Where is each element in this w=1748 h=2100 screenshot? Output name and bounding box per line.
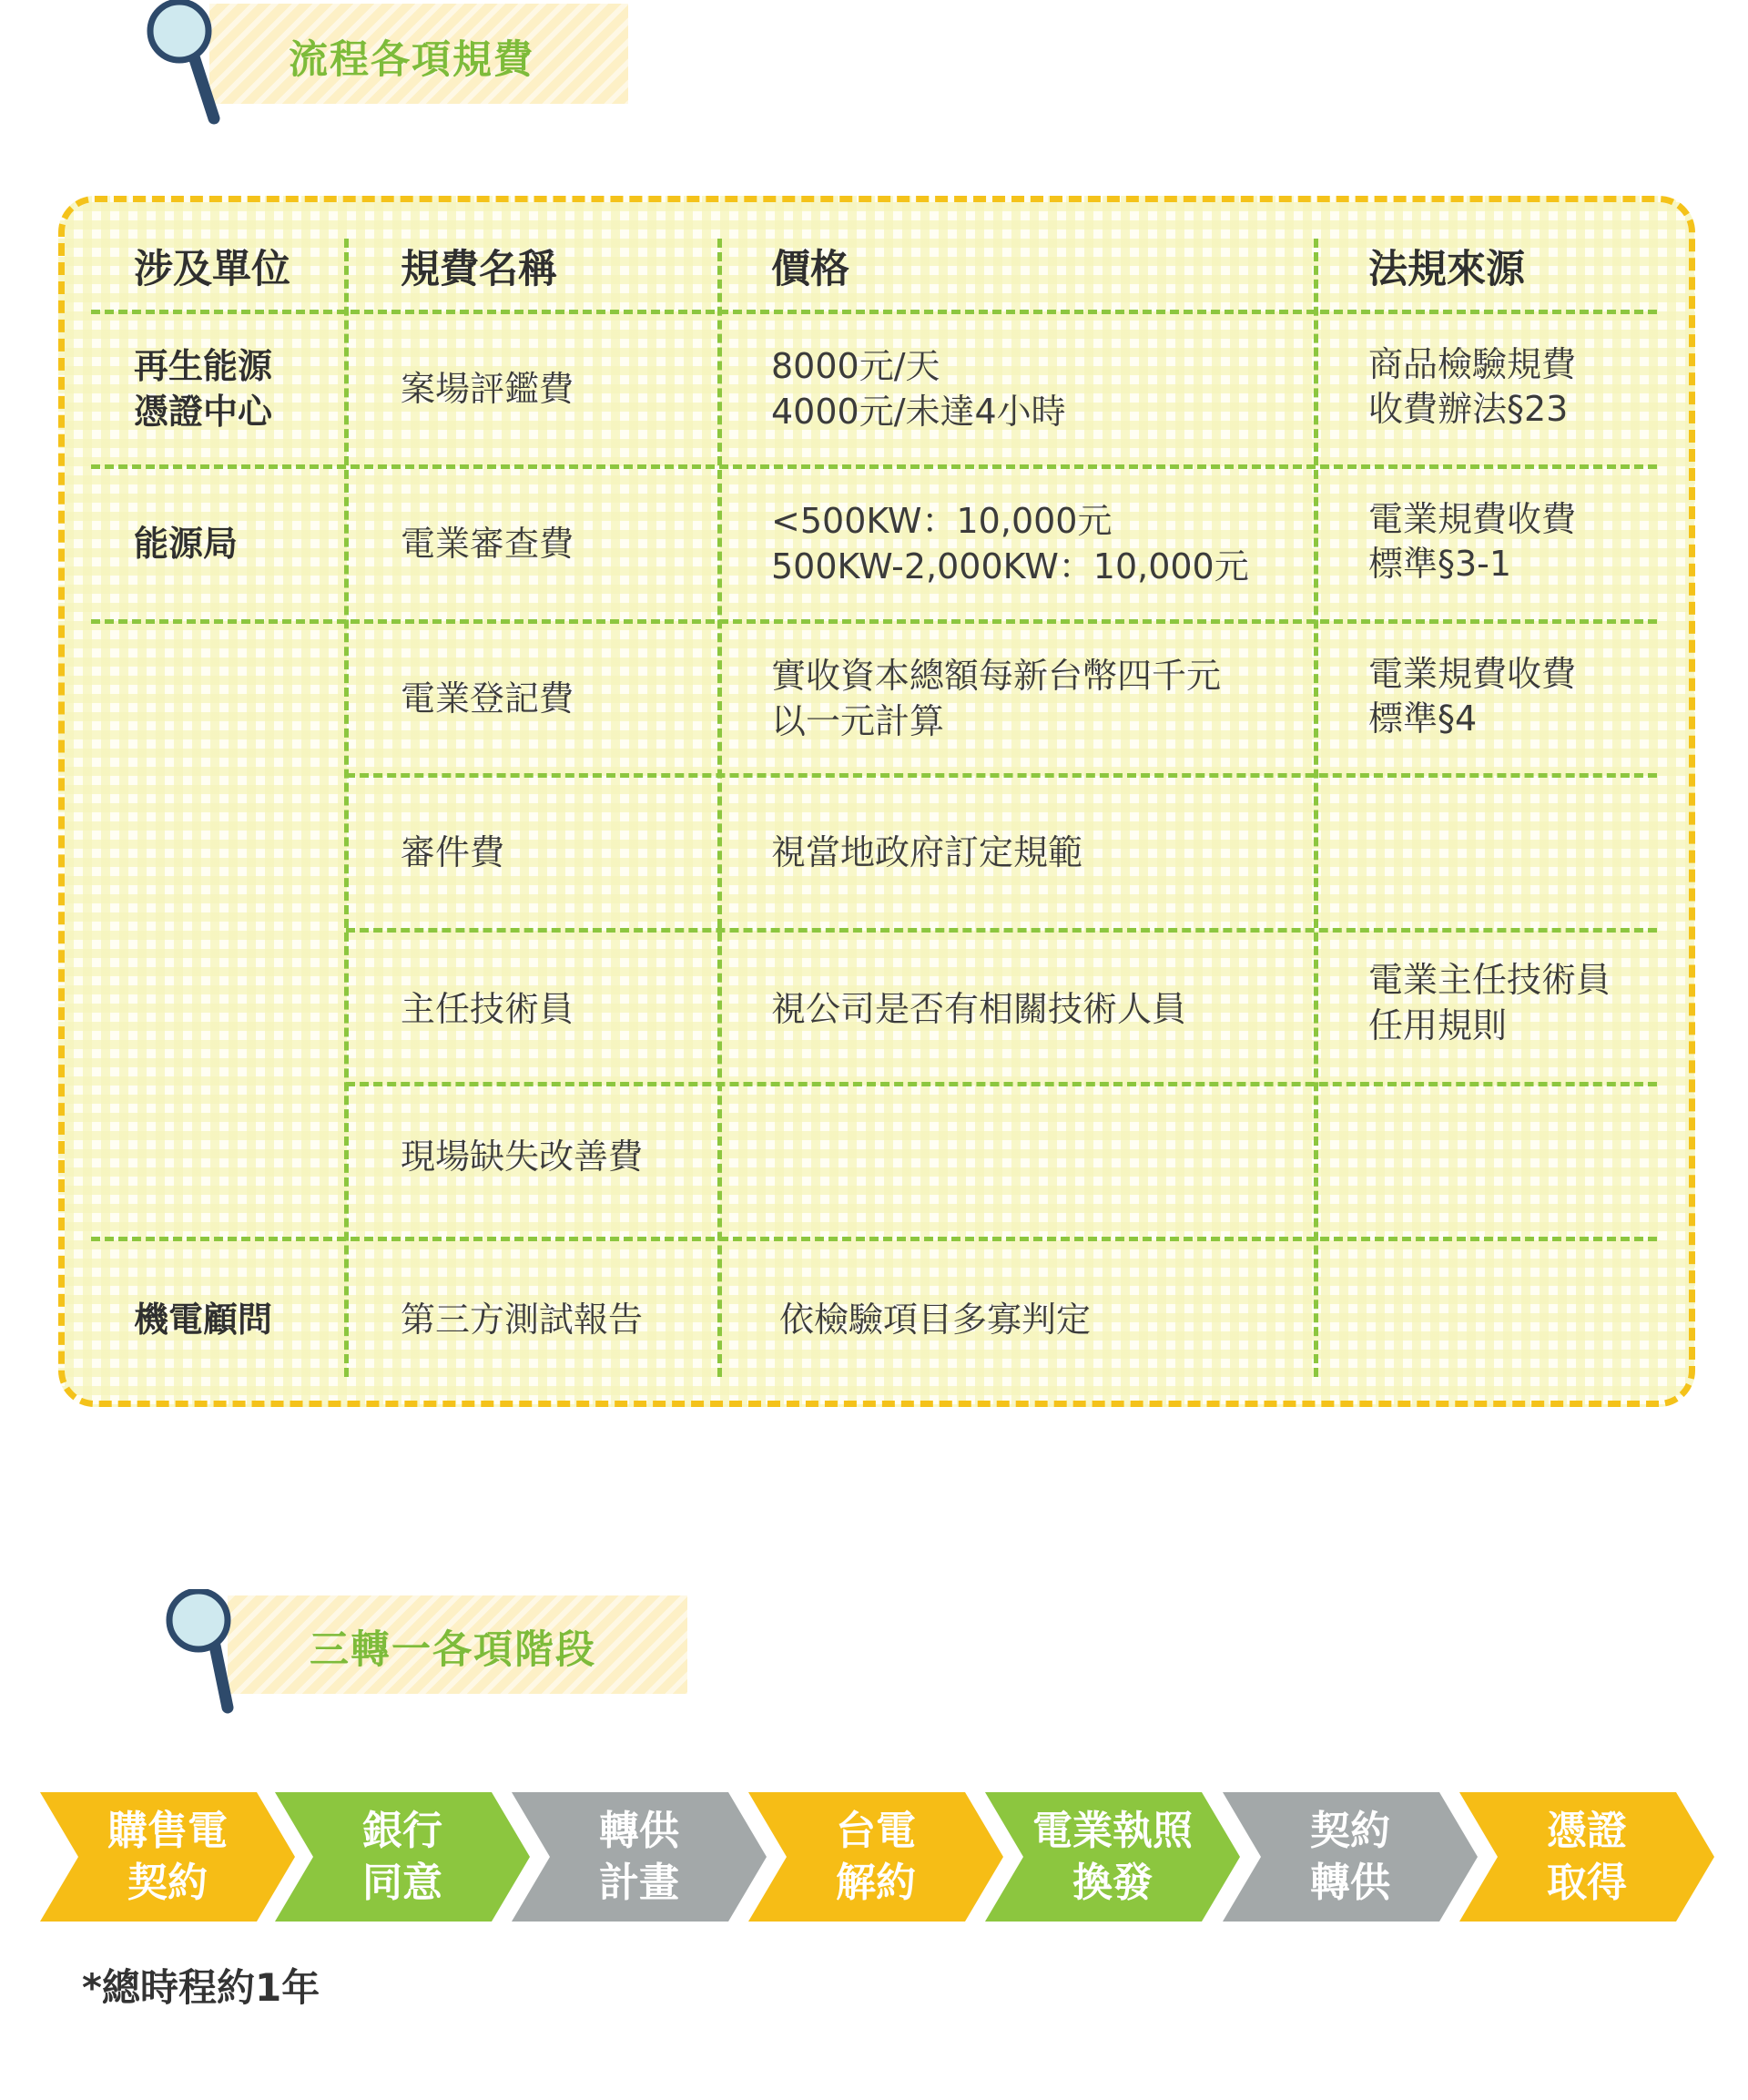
- law-line: 商品檢驗規費: [1368, 343, 1577, 384]
- price-line: 500KW-2,000KW：10,000元: [771, 545, 1249, 586]
- stage-label-line: 契約: [1310, 1807, 1390, 1854]
- stage-label: [1489, 1792, 1685, 1922]
- stage-label: [1252, 1792, 1448, 1922]
- price-cell: [771, 624, 1221, 774]
- fee-name-cell: 審件費: [401, 831, 505, 872]
- price-cell: 視當地政府訂定規範: [771, 831, 1083, 872]
- stage-label: [69, 1792, 266, 1922]
- law-line: 收費辦法§23: [1368, 389, 1569, 429]
- stage-label: [1014, 1792, 1211, 1922]
- stage-label-line: 計畫: [599, 1860, 679, 1906]
- unit-cell: 能源局: [134, 523, 239, 564]
- price-line: <500KW：10,000元: [771, 501, 1113, 542]
- law-cell: [1368, 933, 1611, 1074]
- column-header-fee-name: 規費名稱: [401, 247, 557, 292]
- stage-step: [275, 1792, 530, 1922]
- fee-name-cell: 案場評鑑費: [401, 368, 574, 409]
- stage-label-line: 購售電: [107, 1807, 228, 1854]
- price-line: 實收資本總額每新台幣四千元: [771, 656, 1222, 697]
- stage-label: [541, 1792, 737, 1922]
- stage-label-line: 同意: [362, 1860, 442, 1906]
- fee-name-cell: 第三方測試報告: [401, 1300, 644, 1341]
- law-cell: [1368, 624, 1576, 770]
- stage-label-line: 電業執照: [1032, 1807, 1193, 1854]
- price-cell: 視公司是否有相關技術人員: [771, 989, 1187, 1030]
- table-divider: [717, 239, 722, 1377]
- law-cell: [1368, 314, 1576, 460]
- price-cell: [771, 314, 1066, 464]
- stage-step: [1223, 1792, 1478, 1922]
- law-cell: [1368, 469, 1576, 615]
- stage-label-line: 換發: [1072, 1860, 1153, 1906]
- law-line: 標準§4: [1368, 698, 1478, 739]
- table-divider: [91, 1237, 1657, 1241]
- stage-label: [304, 1792, 501, 1922]
- table-divider: [344, 239, 349, 1377]
- stage-label-line: 台電: [836, 1807, 916, 1854]
- stage-label-line: 轉供: [599, 1807, 679, 1854]
- price-cell: [771, 469, 1249, 619]
- stage-label-line: 取得: [1547, 1860, 1627, 1906]
- column-header-law: 法規來源: [1368, 247, 1525, 292]
- stage-step: [40, 1792, 295, 1922]
- price-line: 以一元計算: [771, 700, 945, 741]
- stage-label-line: 轉供: [1310, 1860, 1390, 1906]
- stage-label-line: 憑證: [1547, 1807, 1627, 1854]
- fee-name-cell: 電業審查費: [401, 523, 574, 564]
- unit-cell: 機電顧問: [134, 1300, 273, 1341]
- unit-line: 憑證中心: [134, 391, 273, 432]
- law-line: 電業規費收費: [1368, 653, 1577, 694]
- stage-step: [1459, 1792, 1714, 1922]
- law-line: 任用規則: [1368, 1004, 1508, 1045]
- fee-name-cell: 現場缺失改善費: [401, 1136, 644, 1177]
- law-line: 電業規費收費: [1368, 498, 1577, 539]
- stage-step: [512, 1792, 767, 1922]
- section-title: 三轉一各項階段: [310, 1627, 596, 1673]
- stage-label-line: 契約: [127, 1860, 208, 1906]
- unit-line: 再生能源: [134, 346, 273, 387]
- price-line: 4000元/未達4小時: [771, 391, 1066, 432]
- column-header-price: 價格: [771, 247, 849, 292]
- section-title: 流程各項規費: [289, 37, 534, 83]
- magnifier-icon: [162, 1589, 253, 1717]
- law-line: 標準§3-1: [1368, 544, 1512, 584]
- magnifier-icon: [141, 0, 232, 127]
- total-duration-note: *總時程約1年: [82, 1965, 320, 2010]
- table-divider: [1314, 239, 1318, 1377]
- price-cell: 依檢驗項目多寡判定: [779, 1300, 1092, 1341]
- column-header-unit: 涉及單位: [134, 247, 290, 292]
- stage-step: [748, 1792, 1003, 1922]
- stage-step: [985, 1792, 1240, 1922]
- stage-label-line: 銀行: [362, 1807, 442, 1854]
- fee-name-cell: 主任技術員: [401, 989, 574, 1030]
- fee-name-cell: 電業登記費: [401, 678, 574, 719]
- law-line: 電業主任技術員: [1368, 960, 1611, 1001]
- unit-cell: [134, 314, 272, 464]
- stage-label: [777, 1792, 974, 1922]
- price-line: 8000元/天: [771, 346, 940, 387]
- stage-label-line: 解約: [836, 1860, 916, 1906]
